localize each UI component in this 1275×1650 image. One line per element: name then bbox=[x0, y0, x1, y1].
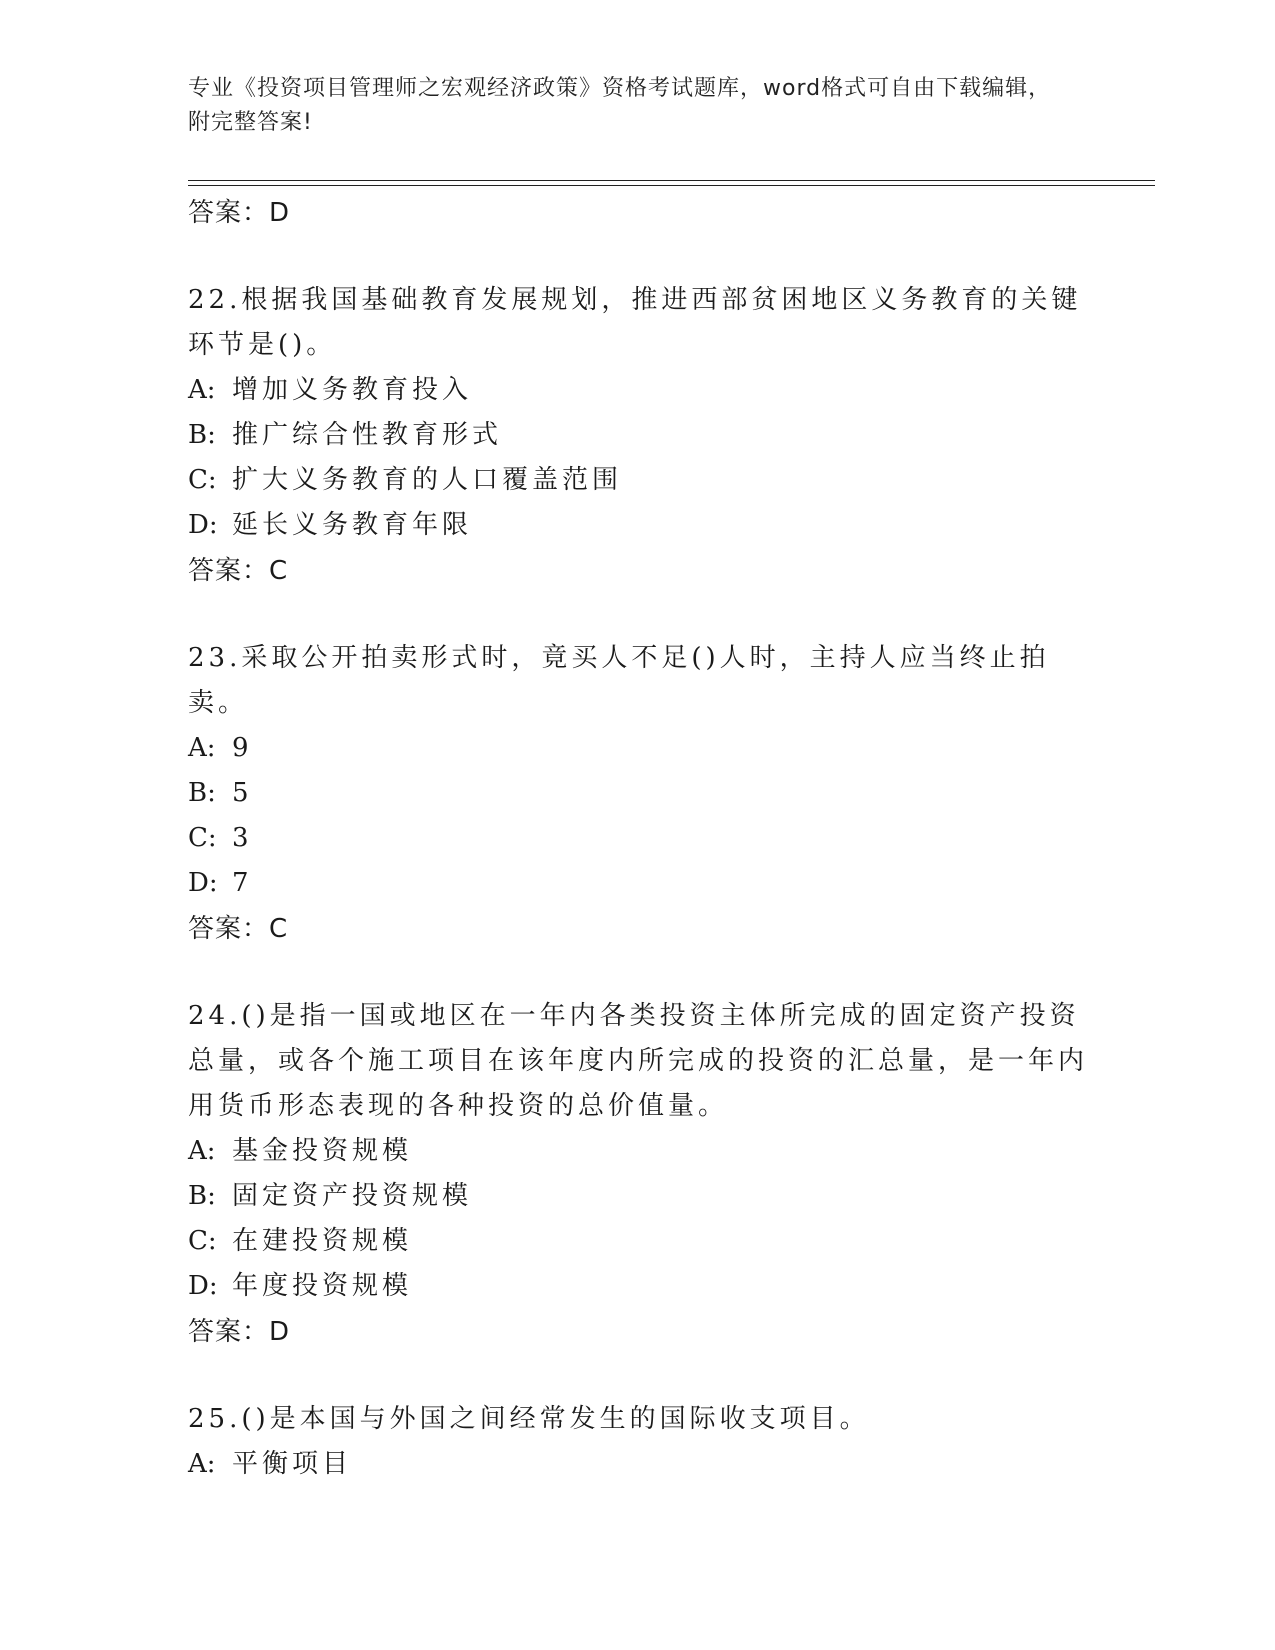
option-d bbox=[188, 861, 1088, 906]
header-rule-bottom bbox=[188, 185, 1155, 186]
option-a bbox=[188, 726, 1088, 771]
answer-previous: 答案：D bbox=[188, 198, 291, 228]
option-letter: C: bbox=[188, 823, 217, 853]
option-c bbox=[188, 816, 1088, 861]
header-text: 专业《投资项目管理师之宏观经济政策》资格考试题库，word格式可自由下载编辑，附完整答案! bbox=[188, 76, 1052, 135]
header-rule-top bbox=[188, 180, 1155, 181]
answer: 答案：D bbox=[188, 1317, 291, 1347]
question-stem: 25.()是本国与外国之间经常发生的国际收支项目。 bbox=[188, 1404, 870, 1434]
option-letter: A: bbox=[188, 375, 216, 405]
question-stem: 24.()是指一国或地区在一年内各类投资主体所完成的固定资产投资总量，或各个施工项目在该年度内所完成的投资的汇总量，是一年内用货币形态表现的各种投资的总价值量。 bbox=[188, 1001, 1089, 1121]
question-23 bbox=[188, 636, 1088, 952]
option-b bbox=[188, 1174, 1088, 1219]
question-25 bbox=[188, 1397, 1088, 1487]
answer: 答案：C bbox=[188, 914, 289, 944]
option-text: 扩大义务教育的人口覆盖范围 bbox=[232, 465, 623, 495]
option-letter: D: bbox=[188, 1271, 218, 1301]
option-letter: A: bbox=[188, 1449, 216, 1479]
option-d bbox=[188, 503, 1088, 548]
option-text: 延长义务教育年限 bbox=[232, 510, 473, 540]
option-d bbox=[188, 1264, 1088, 1309]
option-text: 推广综合性教育形式 bbox=[232, 420, 503, 450]
option-a bbox=[188, 368, 1088, 413]
option-text: 固定资产投资规模 bbox=[232, 1181, 473, 1211]
page-header bbox=[188, 72, 1068, 140]
option-text: 平衡项目 bbox=[232, 1449, 353, 1479]
option-text: 年度投资规模 bbox=[232, 1271, 413, 1301]
option-text: 9 bbox=[232, 733, 253, 763]
question-stem: 23.采取公开拍卖形式时，竟买人不足()人时，主持人应当终止拍卖。 bbox=[188, 643, 1050, 718]
option-c bbox=[188, 1219, 1088, 1264]
question-24 bbox=[188, 994, 1088, 1355]
document-body bbox=[188, 190, 1088, 1487]
option-c bbox=[188, 458, 1088, 503]
option-letter: C: bbox=[188, 1226, 217, 1256]
option-letter: A: bbox=[188, 733, 216, 763]
option-text: 5 bbox=[232, 778, 253, 808]
option-text: 基金投资规模 bbox=[232, 1136, 413, 1166]
option-b bbox=[188, 771, 1088, 816]
option-b bbox=[188, 413, 1088, 458]
option-text: 3 bbox=[232, 823, 253, 853]
option-letter: C: bbox=[188, 465, 217, 495]
option-letter: B: bbox=[188, 1181, 216, 1211]
question-22 bbox=[188, 278, 1088, 594]
option-text: 7 bbox=[232, 868, 253, 898]
option-letter: B: bbox=[188, 778, 216, 808]
option-text: 增加义务教育投入 bbox=[232, 375, 473, 405]
option-letter: D: bbox=[188, 868, 218, 898]
option-letter: B: bbox=[188, 420, 216, 450]
question-stem: 22.根据我国基础教育发展规划，推进西部贫困地区义务教育的关键环节是()。 bbox=[188, 285, 1082, 360]
option-text: 在建投资规模 bbox=[232, 1226, 413, 1256]
answer: 答案：C bbox=[188, 556, 289, 586]
option-a bbox=[188, 1442, 1088, 1487]
option-letter: D: bbox=[188, 510, 218, 540]
option-a bbox=[188, 1129, 1088, 1174]
option-letter: A: bbox=[188, 1136, 216, 1166]
